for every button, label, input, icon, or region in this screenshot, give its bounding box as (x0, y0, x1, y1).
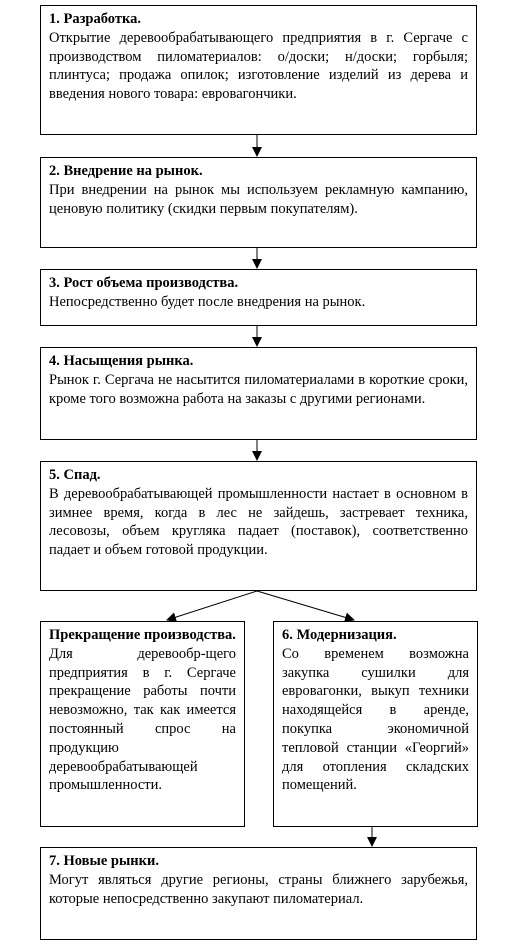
arrow-5-stop (167, 591, 257, 620)
step-1-development (40, 5, 477, 135)
step-5-decline (40, 461, 477, 591)
step-3-growth (40, 269, 477, 326)
step-termination (40, 621, 245, 827)
step-title: 4. Насыщения рынка. (49, 353, 194, 369)
arrow-5-6 (257, 591, 354, 620)
step-6-modernization (273, 621, 478, 827)
step-text: Непосредственно будет после внедрения на рынок. (49, 293, 366, 310)
step-4-saturation (40, 347, 477, 440)
step-text: В деревообрабатывающей промышленности настает в основном в зимнее время, когда в лес не зайдешь, застревает техника, лесовозы, объем кругляка падает (поставок), соответственно падает и объем готовой продукции. (49, 485, 468, 559)
step-title: 3. Рост объема производства. (49, 275, 239, 291)
step-title: 7. Новые рынки. (49, 853, 159, 869)
step-text: Открытие деревообрабатывающего предприятия в г. Сергаче с производством пиломатериалов: о/доски; н/доски; горбыля; плинтуса; продажа опилок; изготовление изделий из дерева и введения нового товара: евровагончики. (49, 29, 468, 103)
step-text: При внедрении на рынок мы используем рекламную кампанию, ценовую политику (скидки первым покупателям). (49, 181, 468, 217)
step-title: 2. Внедрение на рынок. (49, 163, 203, 179)
step-7-new-markets (40, 847, 477, 940)
step-text: Со временем возможна закупка сушилки для евровагонки, выкуп техники находящейся в аренде, покупка экономичной тепловой станции «Георгий» для отопления складских помещений. (282, 645, 469, 794)
step-text: Могут являться другие регионы, страны ближнего зарубежья, которые непосредственно закупают пиломатериал. (49, 871, 468, 907)
step-title: 1. Разработка. (49, 11, 141, 27)
step-title: Прекращение производства. (49, 627, 236, 643)
step-title: 5. Спад. (49, 467, 101, 483)
step-title: 6. Модернизация. (282, 627, 397, 643)
step-text: Рынок г. Сергача не насытится пиломатериалами в короткие сроки, кроме того возможна работа на заказы с другими регионами. (49, 371, 468, 407)
step-text: Для деревообр-щего предприятия в г. Сергаче прекращение работы почти невозможно, так как имеется постоянный спрос на продукцию деревообрабатывающей промышленности. (49, 645, 236, 794)
step-2-market-entry (40, 157, 477, 248)
